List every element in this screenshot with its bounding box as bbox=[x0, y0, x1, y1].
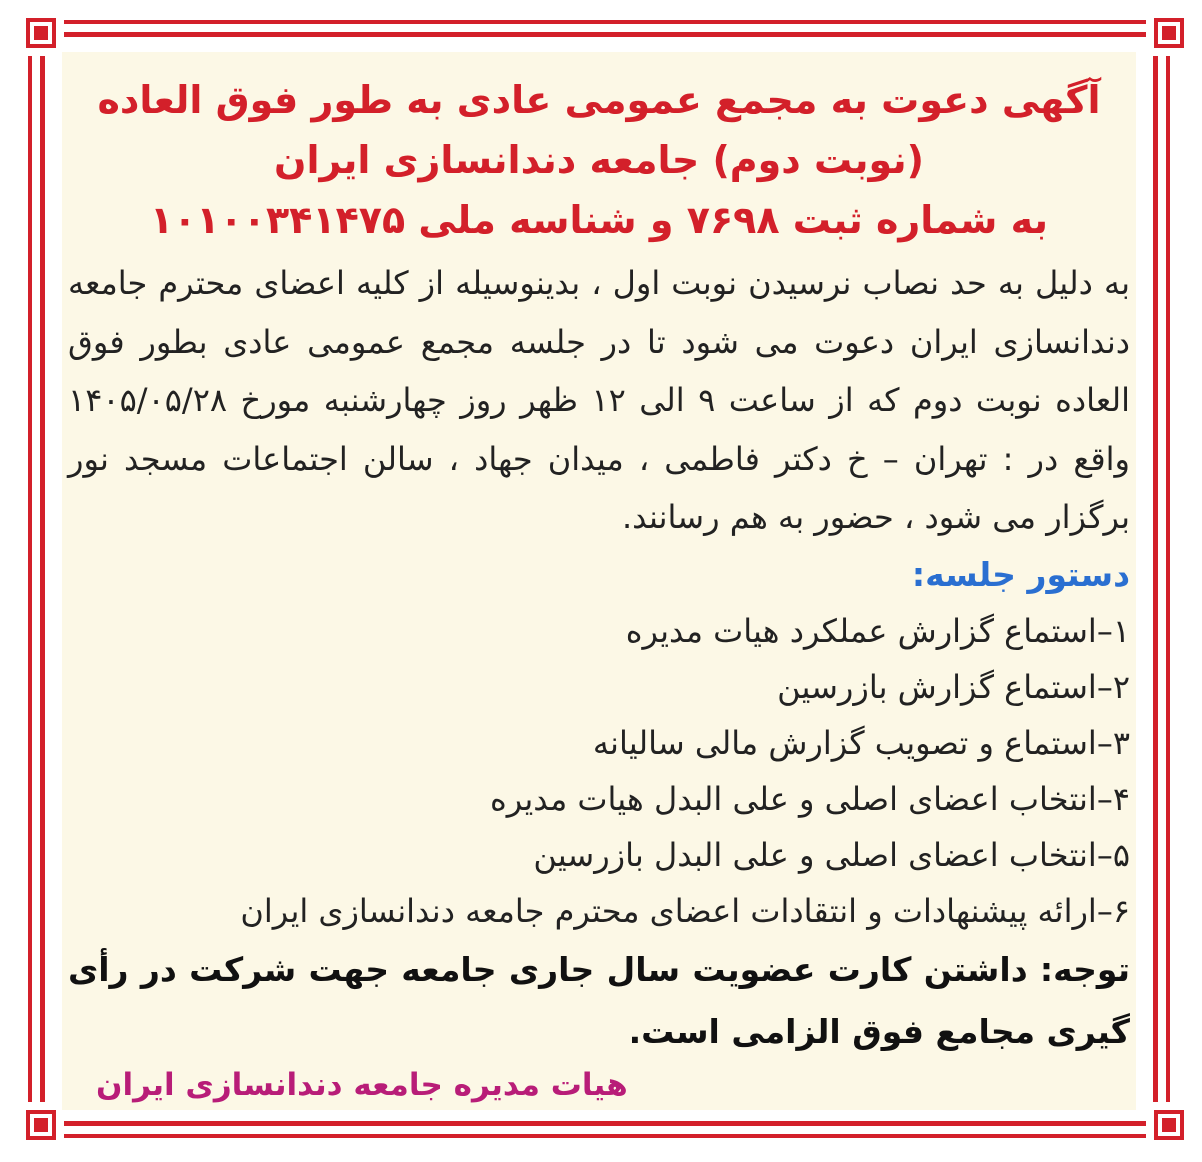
agenda-item: ۵–انتخاب اعضای اصلی و علی البدل بازرسین bbox=[533, 835, 1130, 874]
heading-line-1: آگهی دعوت به مجمع عمومی عادی به طور فوق العاده bbox=[97, 78, 1101, 122]
attendance-note: توجه: داشتن کارت عضویت سال جاری جامعه جهت شرکت در رأی گیری مجامع فوق الزامی است. bbox=[68, 949, 1130, 1051]
agenda-list bbox=[68, 603, 1130, 939]
agenda-title: دستور جلسه: bbox=[911, 554, 1130, 594]
agenda-item: ۴–انتخاب اعضای اصلی و علی البدل هیات مدیره bbox=[489, 779, 1130, 818]
agenda-item: ۱–استماع گزارش عملکرد هیات مدیره bbox=[625, 611, 1130, 650]
notice-content bbox=[62, 52, 1136, 1110]
agenda-item: ۲–استماع گزارش بازرسین bbox=[777, 667, 1130, 706]
corner-ornament-icon bbox=[1146, 10, 1192, 56]
corner-ornament-icon bbox=[18, 10, 64, 56]
signature: هیات مدیره جامعه دندانسازی ایران bbox=[96, 1067, 628, 1103]
invitation-body: به دلیل به حد نصاب نرسیدن نوبت اول ، بدینوسیله از کلیه اعضای محترم جامعه دندانسازی ایران دعوت می شود تا در جلسه مجمع عمومی عادی بطور فوق العاده نوبت دوم که از ساعت ۹ الی ۱۲ ظهر روز چهارشنبه مورخ ۱۴۰۵/۰۵/۲۸ واقع در : تهران – خ دکتر فاطمی ، میدان جهاد ، سالن اجتماعات مسجد نور برگزار می شود ، حضور به هم رسانند. bbox=[68, 264, 1130, 536]
corner-ornament-icon bbox=[18, 1102, 64, 1148]
heading-line-2: (نوبت دوم) جامعه دندانسازی ایران bbox=[274, 138, 924, 182]
corner-ornament-icon bbox=[1146, 1102, 1192, 1148]
agenda-item: ۳–استماع و تصویب گزارش مالی سالیانه bbox=[592, 723, 1130, 762]
agenda-item: ۶–ارائه پیشنهادات و انتقادات اعضای محترم جامعه دندانسازی ایران bbox=[240, 891, 1130, 930]
heading-line-3: به شماره ثبت ۷۶۹۸ و شناسه ملی ۱۰۱۰۰۳۴۱۴۷۵ bbox=[150, 198, 1048, 242]
